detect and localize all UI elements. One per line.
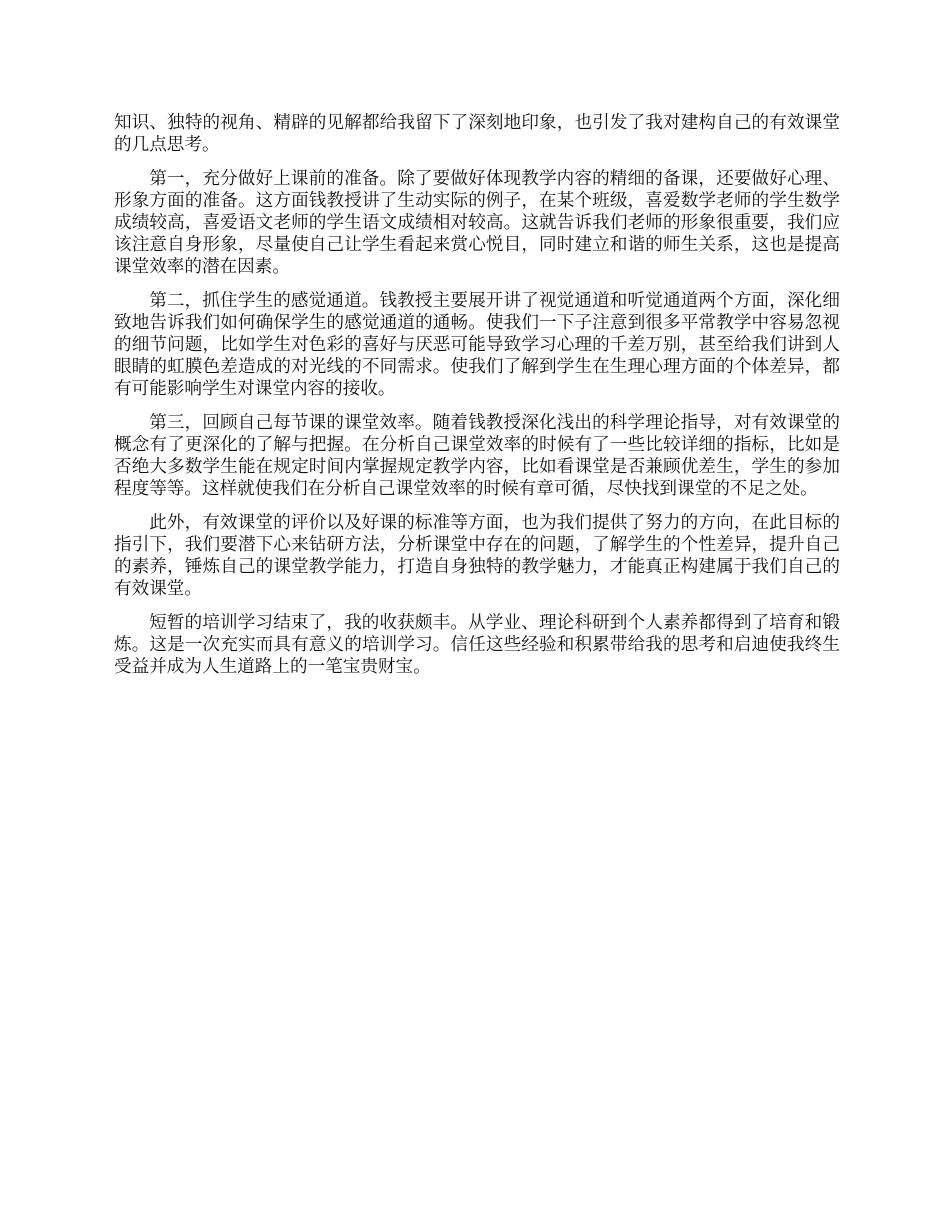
paragraph-evaluation: 此外，有效课堂的评价以及好课的标准等方面，也为我们提供了努力的方向，在此目标的指引下，我们要潜下心来钻研方法，分析课堂中存在的问题，了解学生的个性差异，提升自己的素养，锤炼自己的课堂教学能力，打造自身独特的教学魅力，才能真正构建属于我们自己的有效课堂。	[114, 513, 840, 599]
paragraph-conclusion: 短暂的培训学习结束了，我的收获颇丰。从学业、理论科研到个人素养都得到了培育和锻炼。这是一次充实而具有意义的培训学习。信任这些经验和积累带给我的思考和启迪使我终生受益并成为人生道路上的一笔宝贵财宝。	[114, 613, 840, 677]
paragraph-intro-continuation: 知识、独特的视角、精辟的见解都给我留下了深刻地印象，也引发了我对建构自己的有效课堂的几点思考。	[114, 113, 840, 155]
paragraph-point-2: 第二，抓住学生的感觉通道。钱教授主要展开讲了视觉通道和听觉通道两个方面，深化细致地告诉我们如何确保学生的感觉通道的通畅。使我们一下子注意到很多平常教学中容易忽视的细节问题，比如学生对色彩的喜好与厌恶可能导致学习心理的千差万别，甚至给我们讲到人眼睛的虹膜色差造成的对光线的不同需求。使我们了解到学生在生理心理方面的个体差异，都有可能影响学生对课堂内容的接收。	[114, 291, 840, 399]
paragraph-point-1: 第一，充分做好上课前的准备。除了要做好体现教学内容的精细的备课，还要做好心理、形象方面的准备。这方面钱教授讲了生动实际的例子，在某个班级，喜爱数学老师的学生数学成绩较高，喜爱语文老师的学生语文成绩相对较高。这就告诉我们老师的形象很重要，我们应该注意自身形象，尽量使自己让学生看起来赏心悦目，同时建立和谐的师生关系，这也是提高课堂效率的潜在因素。	[114, 169, 840, 277]
document-body	[114, 112, 840, 690]
paragraph-point-3: 第三，回顾自己每节课的课堂效率。随着钱教授深化浅出的科学理论指导，对有效课堂的概念有了更深化的了解与把握。在分析自己课堂效率的时候有了一些比较详细的指标，比如是否绝大多数学生能在规定时间内掌握规定教学内容，比如看课堂是否兼顾优差生，学生的参加程度等等。这样就使我们在分析自己课堂效率的时候有章可循，尽快找到课堂的不足之处。	[114, 413, 840, 499]
